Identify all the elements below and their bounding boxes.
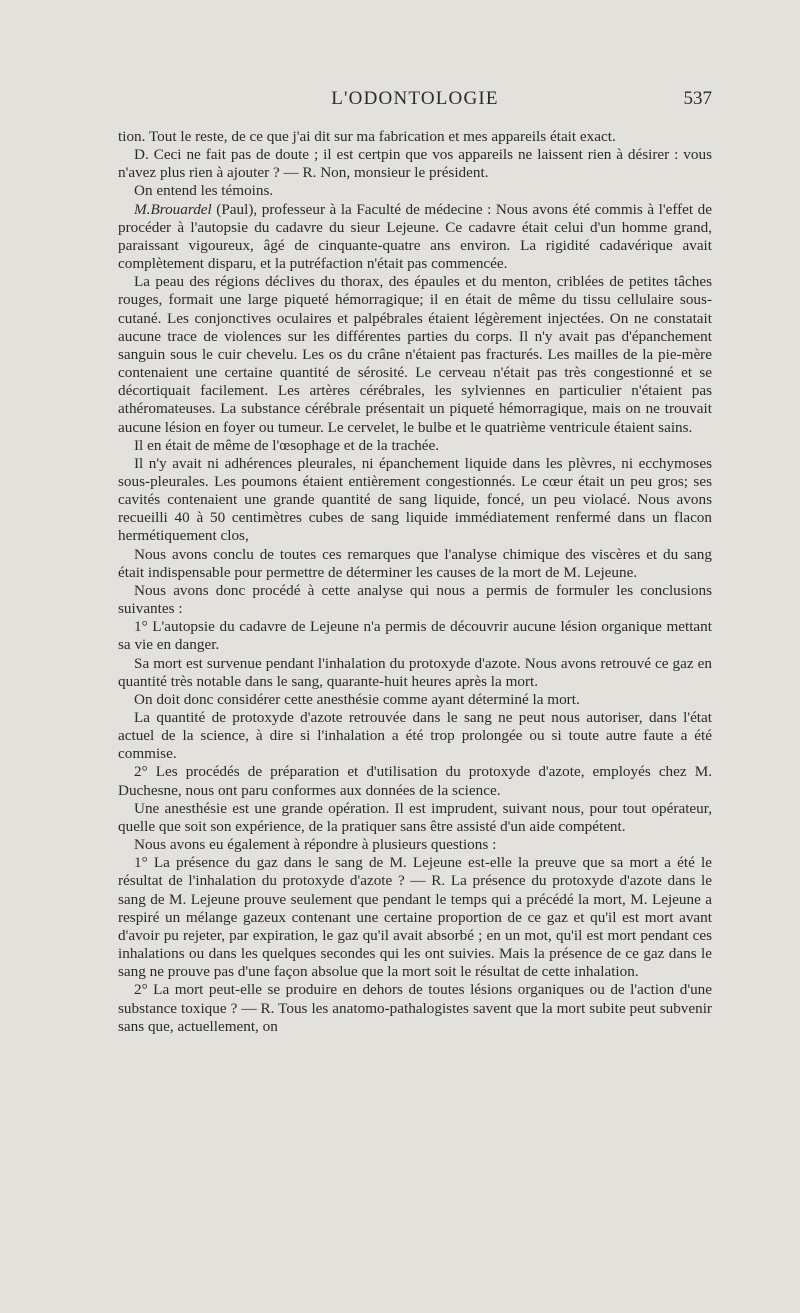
paragraph: Nous avons eu également à répondre à plusieurs questions : [134,836,497,854]
paragraph: Sa mort est survenue pendant l'inhalation du protoxyde d'azote. Nous avons retrouvé ce gaz en quantité très notable dans le sang, quarante-huit heures après la mort. [118,654,712,690]
running-title: L'ODONTOLOGIE [331,88,499,109]
paragraph: 1° L'autopsie du cadavre de Lejeune n'a permis de découvrir aucune lésion organique mettant sa vie en danger. [118,618,712,654]
paragraph: 2° La mort peut-elle se produire en dehors de toutes lésions organiques ou de l'action d'une substance toxique ? — R. Tous les anatomo-pathalogistes savent que la mort subite peut subvenir sans que, actuellement, on [118,981,712,1035]
paragraph: 2° Les procédés de préparation et d'utilisation du protoxyde d'azote, employés chez M. Duchesne, nous ont paru conformes aux données de la science. [118,763,712,799]
paragraph: M.Brouardel (Paul), professeur à la Faculté de médecine : Nous avons été commis à l'effet de procéder à l'autopsie du cadavre du sieur Lejeune. Ce cadavre était celui d'un homme grand, paraissant vigoureux, âgé de cinquante-quatre ans environ. La rigidité cadavérique avait complètement disparu, et la putréfaction n'était pas commencée. [118,200,712,273]
paragraph: On doit donc considérer cette anesthésie comme ayant déterminé la mort. [134,690,580,708]
paragraph: Il n'y avait ni adhérences pleurales, ni épanchement liquide dans les plèvres, ni ecchymoses sous-pleurales. Les poumons étaient entièrement congestionnés. Le cœur était un peu gros; ses cavités contenaient une grande quantité de sang liquide, foncé, un peu violacé. Nous avons recueilli 40 à 50 centimètres cubes de sang liquide immédiatement renfermé dans un flacon hermétiquement clos, [118,454,712,545]
paragraph: 1° La présence du gaz dans le sang de M. Lejeune est-elle la preuve que sa mort a été le résultat de l'inhalation du protoxyde d'azote ? — R. La présence du protoxyde d'azote dans le sang de M. Lejeune prouve seulement que pendant le temps qui a précédé la mort, M. Lejeune a respiré un mélange gazeux contenant une certaine proportion de ce gaz et qu'il est mort avant d'avoir pu rejeter, par expiration, le gaz qu'il avait absorbé ; en un mot, qu'il est mort pendant ces inhalations ou dans les quelques secondes qui les ont suivies. Mais la présence de ce gaz dans le sang ne prouve pas d'une façon absolue que la mort soit le résultat de cette inhalation. [118,854,712,981]
paragraph: Il en était de même de l'œsophage et de la trachée. [134,436,440,454]
body-text [118,128,712,1036]
paragraph: On entend les témoins. [134,182,274,200]
paragraph: La peau des régions déclives du thorax, des épaules et du menton, criblées de petites tâches rouges, formait une large piqueté hémorragique; il en était de même du tissu cellulaire sous-cutané. Les conjonctives oculaires et palpébrales étaient légèrement injectées. On ne constatait aucune trace de violences sur les différentes parties du corps. Il n'y avait pas d'épanchement sanguin sous le cuir chevelu. Les os du crâne n'étaient pas fracturés. Les mailles de la pie-mère contenaient une certaine quantité de sérosité. Le cerveau n'était pas très congestionné et se décortiquait facilement. Les artères cérébrales, les sylviennes en particulier n'étaient pas athéromateuses. La substance cérébrale présentait un piqueté hémorragique, mais on ne trouvait aucune lésion en foyer ou tumeur. Le cervelet, le bulbe et le quatrième ventricule étaient sains. [118,273,712,436]
paragraph: Une anesthésie est une grande opération. Il est imprudent, suivant nous, pour tout opérateur, quelle que soit son expérience, de la pratiquer sans être assisté d'un aide compétent. [118,799,712,835]
paragraph: Nous avons donc procédé à cette analyse qui nous a permis de formuler les conclusions suivantes : [118,581,712,618]
paragraph: D. Ceci ne fait pas de doute ; il est certpin que vos appareils ne laissent rien à désirer : vous n'avez plus rien à ajouter ? — R. Non, monsieur le président. [118,146,712,182]
paragraph: Nous avons conclu de toutes ces remarques que l'analyse chimique des viscères et du sang était indispensable pour permettre de déterminer les causes de la mort de M. Lejeune. [118,545,712,581]
paragraph: La quantité de protoxyde d'azote retrouvée dans le sang ne peut nous autoriser, dans l'état actuel de la science, à dire si l'inhalation a été trop prolongée ou si toute autre faute a été commise. [118,709,712,763]
paragraph: tion. Tout le reste, de ce que j'ai dit sur ma fabrication et mes appareils était exact. [118,128,616,145]
page-header [118,88,712,118]
speaker-name: M.Brouardel [134,200,212,218]
page-number: 537 [683,88,712,109]
